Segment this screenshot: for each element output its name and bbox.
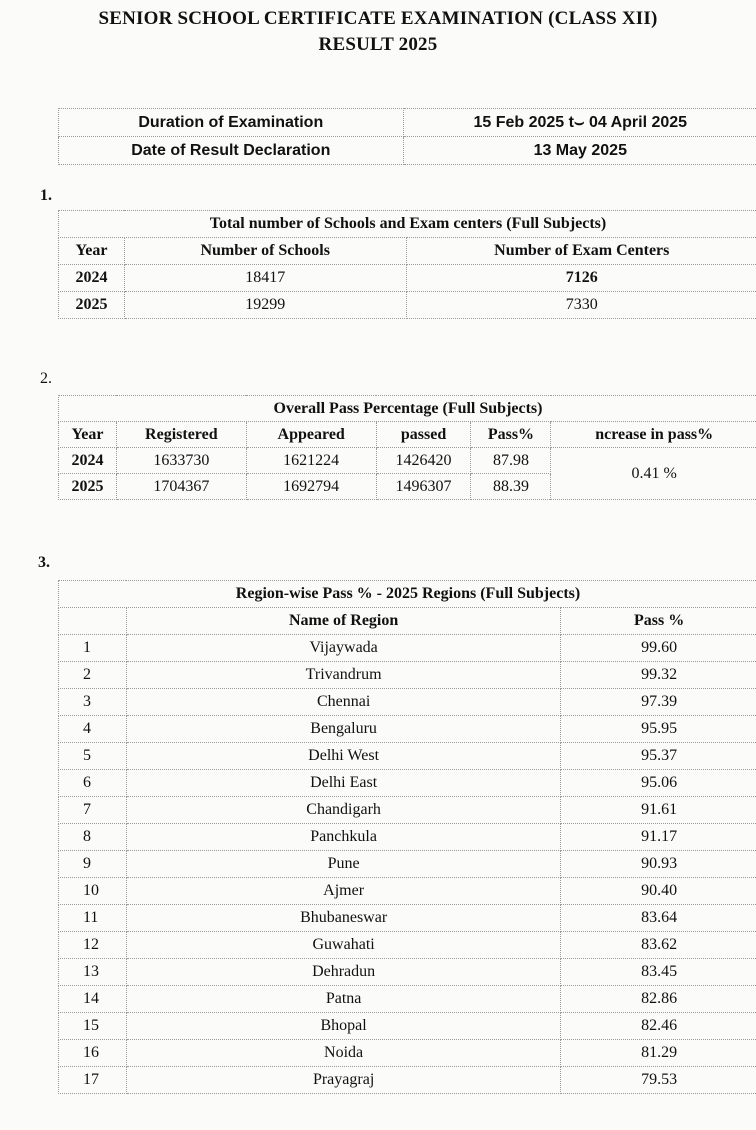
region-header-row [59, 608, 756, 635]
region-name-cell: Delhi West [126, 743, 560, 770]
table-row [59, 959, 756, 986]
duration-row [59, 109, 756, 137]
region-name-cell: Bhubaneswar [126, 905, 560, 932]
pass-header-row [59, 422, 756, 448]
region-name-cell: Bengaluru [126, 716, 560, 743]
pass-percent-cell: 99.32 [561, 662, 756, 689]
section-3-number: 3. [38, 554, 50, 571]
table-row [59, 770, 756, 797]
table-row [59, 1067, 756, 1094]
section-1-number: 1. [40, 187, 52, 204]
serial-cell: 16 [59, 1040, 127, 1067]
table-row [59, 1013, 756, 1040]
region-name-cell: Chandigarh [126, 797, 560, 824]
table-row [59, 743, 756, 770]
col-header: Year [59, 422, 117, 448]
region-table-body [59, 635, 756, 1094]
table-row [59, 716, 756, 743]
serial-cell: 6 [59, 770, 127, 797]
region-name-cell: Noida [126, 1040, 560, 1067]
serial-cell: 2 [59, 662, 127, 689]
table-row [59, 986, 756, 1013]
appeared-cell: 1692794 [246, 474, 376, 500]
region-name-cell: Panchkula [126, 824, 560, 851]
pass-percent-cell: 88.39 [471, 474, 551, 500]
pass-percent-cell: 97.39 [561, 689, 756, 716]
serial-cell: 4 [59, 716, 127, 743]
col-header: Appeared [246, 422, 376, 448]
pass-percent-cell: 87.98 [471, 448, 551, 474]
serial-cell: 7 [59, 797, 127, 824]
duration-value: 15 Feb 2025 t⌣ 04 April 2025 [403, 109, 756, 137]
table-row [59, 448, 756, 474]
table-row [59, 824, 756, 851]
pass-percent-cell: 91.17 [561, 824, 756, 851]
region-name-cell: Guwahati [126, 932, 560, 959]
table-row [59, 797, 756, 824]
table-row [59, 905, 756, 932]
centers-cell: 7126 [406, 265, 756, 292]
serial-cell: 3 [59, 689, 127, 716]
passed-cell: 1496307 [376, 474, 471, 500]
duration-label: Duration of Examination [59, 109, 404, 137]
table-row [59, 932, 756, 959]
pass-percent-cell: 95.06 [561, 770, 756, 797]
serial-cell: 14 [59, 986, 127, 1013]
table-row [59, 635, 756, 662]
region-name-cell: Chennai [126, 689, 560, 716]
col-header: Registered [116, 422, 246, 448]
serial-cell: 5 [59, 743, 127, 770]
pass-percent-cell: 81.29 [561, 1040, 756, 1067]
table-row [59, 1040, 756, 1067]
region-name-cell: Trivandrum [126, 662, 560, 689]
table-row [59, 689, 756, 716]
region-name-cell: Ajmer [126, 878, 560, 905]
region-table-title: Region-wise Pass % - 2025 Regions (Full Subjects) [59, 581, 756, 608]
col-header: Number of Exam Centers [406, 238, 756, 265]
year-cell: 2024 [59, 265, 125, 292]
region-name-cell: Dehradun [126, 959, 560, 986]
appeared-cell: 1621224 [246, 448, 376, 474]
col-header: ncrease in pass% [551, 422, 756, 448]
serial-cell: 17 [59, 1067, 127, 1094]
pass-percent-cell: 90.93 [561, 851, 756, 878]
schools-table [58, 210, 756, 319]
serial-cell: 9 [59, 851, 127, 878]
col-header: Pass% [471, 422, 551, 448]
pass-percent-cell: 83.45 [561, 959, 756, 986]
pass-percent-cell: 82.86 [561, 986, 756, 1013]
region-name-cell: Prayagraj [126, 1067, 560, 1094]
pass-percent-cell: 95.37 [561, 743, 756, 770]
duration-table [58, 108, 756, 165]
schools-table-title: Total number of Schools and Exam centers (Full Subjects) [59, 211, 756, 238]
region-table [58, 580, 756, 1094]
serial-cell: 8 [59, 824, 127, 851]
document-title: SENIOR SCHOOL CERTIFICATE EXAMINATION (CLASS XII) [98, 8, 658, 29]
pass-percent-cell: 82.46 [561, 1013, 756, 1040]
result-date-row [59, 137, 756, 165]
blank-header-cell [59, 608, 127, 635]
pass-percentage-table [58, 395, 756, 500]
col-header: Pass % [561, 608, 756, 635]
section-2-number: 2. [40, 370, 52, 387]
table-row [59, 851, 756, 878]
table-row [59, 265, 756, 292]
table-row [59, 662, 756, 689]
pass-percent-cell: 83.64 [561, 905, 756, 932]
pass-percent-cell: 91.61 [561, 797, 756, 824]
region-name-cell: Bhopal [126, 1013, 560, 1040]
document-subtitle: RESULT 2025 [318, 34, 438, 55]
pass-percent-cell: 83.62 [561, 932, 756, 959]
serial-cell: 10 [59, 878, 127, 905]
pass-percent-cell: 95.95 [561, 716, 756, 743]
result-date-value: 13 May 2025 [403, 137, 756, 165]
serial-cell: 11 [59, 905, 127, 932]
registered-cell: 1704367 [116, 474, 246, 500]
table-row [59, 292, 756, 319]
increase-cell: 0.41 % [551, 448, 756, 500]
region-name-cell: Patna [126, 986, 560, 1013]
pass-percent-cell: 90.40 [561, 878, 756, 905]
serial-cell: 13 [59, 959, 127, 986]
serial-cell: 15 [59, 1013, 127, 1040]
schools-header-row [59, 238, 756, 265]
pass-percent-cell: 79.53 [561, 1067, 756, 1094]
centers-cell: 7330 [406, 292, 756, 319]
region-name-cell: Delhi East [126, 770, 560, 797]
serial-cell: 12 [59, 932, 127, 959]
registered-cell: 1633730 [116, 448, 246, 474]
result-date-label: Date of Result Declaration [59, 137, 404, 165]
col-header: passed [376, 422, 471, 448]
schools-cell: 19299 [124, 292, 406, 319]
col-header: Number of Schools [124, 238, 406, 265]
year-cell: 2025 [59, 292, 125, 319]
col-header: Year [59, 238, 125, 265]
pass-percent-cell: 99.60 [561, 635, 756, 662]
serial-cell: 1 [59, 635, 127, 662]
region-name-cell: Vijaywada [126, 635, 560, 662]
schools-cell: 18417 [124, 265, 406, 292]
col-header: Name of Region [126, 608, 560, 635]
passed-cell: 1426420 [376, 448, 471, 474]
year-cell: 2024 [59, 448, 117, 474]
region-name-cell: Pune [126, 851, 560, 878]
pass-table-title: Overall Pass Percentage (Full Subjects) [59, 396, 756, 422]
table-row [59, 878, 756, 905]
year-cell: 2025 [59, 474, 117, 500]
